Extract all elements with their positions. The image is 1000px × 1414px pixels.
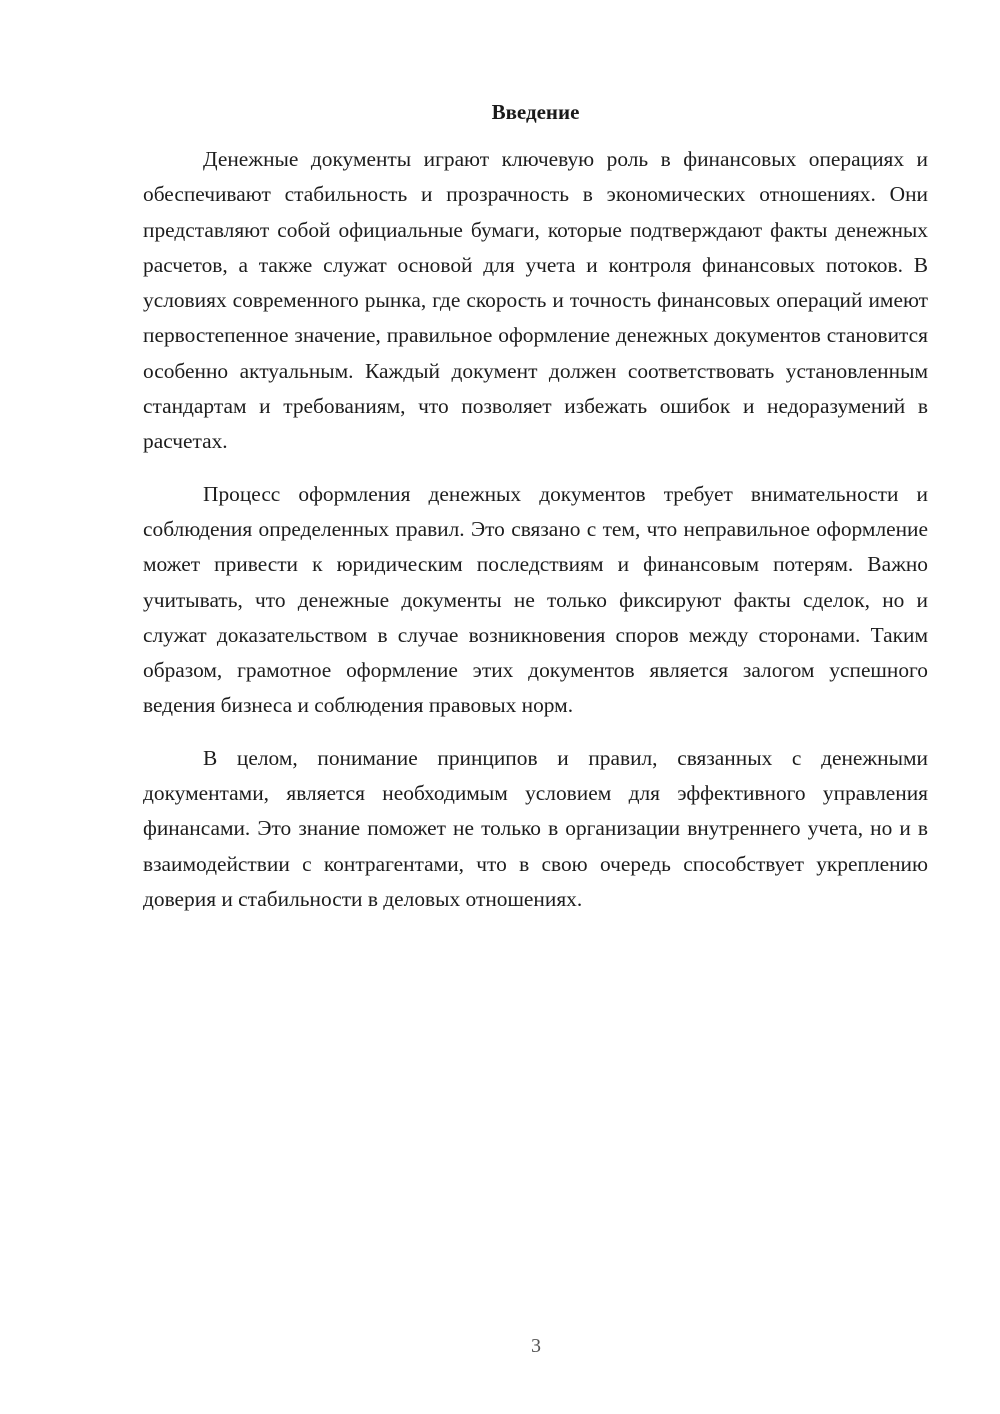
document-body xyxy=(143,142,928,934)
paragraph-3: В целом, понимание принципов и правил, связанных с денежными документами, является необходимым условием для эффективного управления финансами. Это знание поможет не только в организации внутреннего учета, но и в взаимодействии с контрагентами, что в свою очередь способствует укреплению доверия и стабильности в деловых отношениях. xyxy=(143,745,928,911)
page-number: 3 xyxy=(531,1335,541,1357)
paragraph-1: Денежные документы играют ключевую роль в финансовых операциях и обеспечивают стабильность и прозрачность в экономических отношениях. Они представляют собой официальные бумаги, которые подтверждают факты денежных расчетов, а также служат основой для учета и контроля финансовых потоков. В условиях современного рынка, где скорость и точность финансовых операций имеют первостепенное значение, правильное оформление денежных документов становится особенно актуальным. Каждый документ должен соответствовать установленным стандартам и требованиям, что позволяет избежать ошибок и недоразумений в расчетах. xyxy=(143,147,928,454)
paragraph-2: Процесс оформления денежных документов требует внимательности и соблюдения определенных правил. Это связано с тем, что неправильное оформление может привести к юридическим последствиям и финансовым потерям. Важно учитывать, что денежные документы не только фиксируют факты сделок, но и служат доказательством в случае возникновения споров между сторонами. Таким образом, грамотное оформление этих документов является залогом успешного ведения бизнеса и соблюдения правовых норм. xyxy=(143,481,928,718)
page-title: Введение xyxy=(491,100,580,124)
